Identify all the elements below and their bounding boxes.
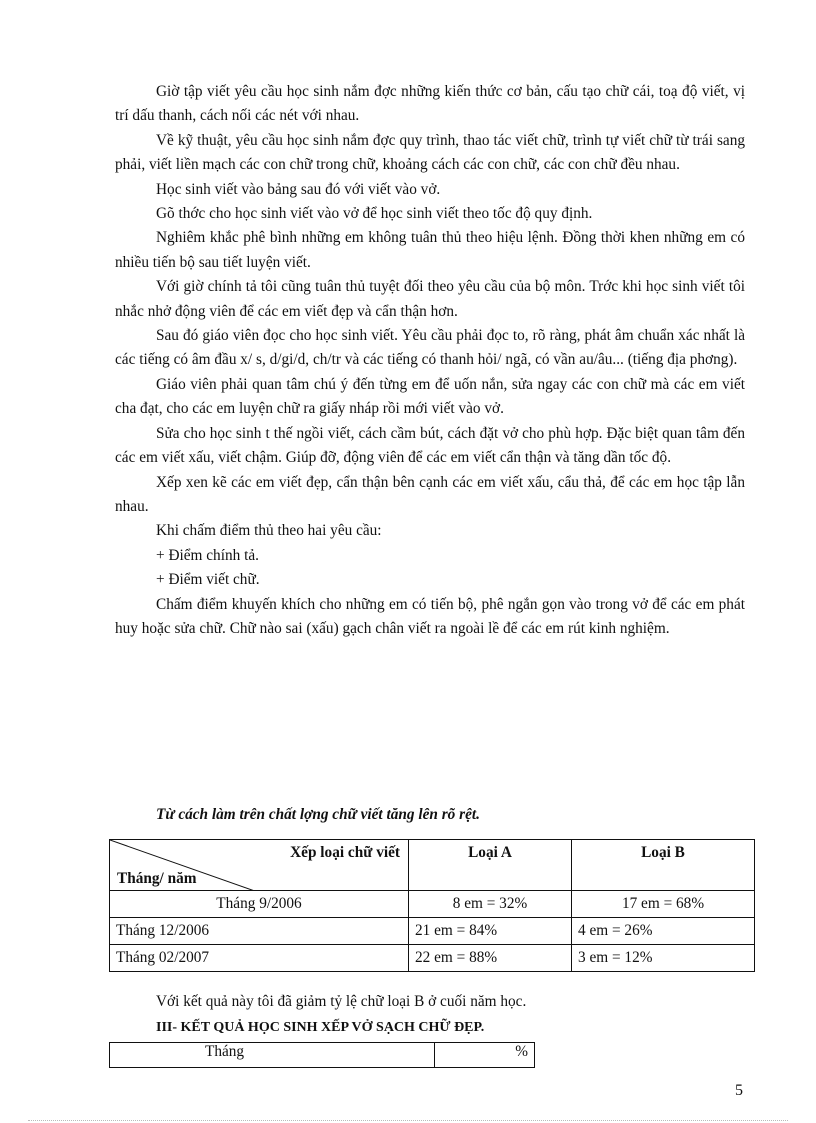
table-row (110, 945, 755, 972)
paragraph: Học sinh viết vào bảng sau đó với viết vào vở. (156, 180, 441, 198)
paragraph: Gõ thớc cho học sinh viết vào vở để học sinh viết theo tốc độ quy định. (156, 205, 593, 223)
grade-type-label: Xếp loại chữ viết (290, 844, 400, 861)
table-header-row (110, 1043, 535, 1068)
body-text (115, 80, 745, 641)
table-header-row (110, 840, 755, 891)
paragraph: Về kỹ thuật, yêu cầu học sinh nắm đợc quy trình, thao tác viết chữ, trình tự viết chữ từ trái sang phải, viết liền mạch các con chữ trong chữ, khoảng cách các con chữ, các con chữ đều nhau. (115, 131, 745, 174)
paragraph: Giáo viên phải quan tâm chú ý đến từng em để uốn nắn, sửa ngay các con chữ mà các em viết cha đạt, cho các em luyện chữ ra giấy nháp rồi mới viết vào vở. (115, 375, 745, 418)
month-cell: Tháng 9/2006 (110, 891, 409, 918)
grade-b-cell: 3 em = 12% (572, 945, 755, 972)
grade-a-cell: 21 em = 84% (409, 918, 572, 945)
result-paragraph: Với kết quả này tôi đã giảm tỷ lệ chữ loại B ở cuối năm học. (156, 993, 527, 1010)
cleanliness-table (109, 1042, 535, 1068)
paragraph: Nghiêm khắc phê bình những em không tuân thủ theo hiệu lệnh. Đồng thời khen những em có nhiều tiến bộ sau tiết luyện viết. (115, 229, 745, 271)
paragraph: Sau đó giáo viên đọc cho học sinh viết. Yêu cầu phải đọc to, rõ ràng, phát âm chuẩn xác nhất là các tiếng có âm đầu x/ s, d/gi/d, ch/tr và các tiếng có thanh hỏi/ ngã, có vần au/âu... (tiếng địa phơng). (115, 327, 745, 369)
month-cell: Tháng 02/2007 (110, 945, 409, 972)
column-header-b: Loại B (572, 840, 755, 891)
diagonal-header-cell (110, 840, 409, 891)
footer-divider (28, 1120, 788, 1121)
paragraph: Với giờ chính tả tôi cũng tuân thủ tuyệt đối theo yêu cầu của bộ môn. Trớc khi học sinh viết tôi nhắc nhở động viên để các em viết đẹp và cẩn thận hơn. (115, 278, 745, 320)
paragraph: Giờ tập viết yêu cầu học sinh nắm đợc những kiến thức cơ bản, cấu tạo chữ cái, toạ độ viết, vị trí dấu thanh, cách nối các nét với nhau. (115, 83, 745, 125)
paragraph: Sửa cho học sinh t thế ngồi viết, cách cầm bút, cách đặt vở cho phù hợp. Đặc biệt quan tâm đến các em viết xấu, viết chậm. Giúp đỡ, động viên để các em viết cẩn thận và tăng dần tốc độ. (115, 424, 745, 467)
month-cell: Tháng 12/2006 (110, 918, 409, 945)
grade-a-cell: 8 em = 32% (409, 891, 572, 918)
paragraph: Khi chấm điểm thủ theo hai yêu cầu: (156, 522, 382, 540)
column-header-a: Loại A (409, 840, 572, 891)
grades-table (109, 839, 755, 972)
list-item: + Điểm viết chữ. (156, 571, 260, 589)
month-year-label: Tháng/ năm (117, 870, 197, 887)
table-caption: Từ cách làm trên chất lợng chữ viết tăng lên rõ rệt. (156, 806, 480, 823)
section-heading: III- KẾT QUẢ HỌC SINH XẾP VỞ SẠCH CHỮ ĐẸP. (156, 1020, 485, 1035)
grade-b-cell: 17 em = 68% (572, 891, 755, 918)
grade-b-cell: 4 em = 26% (572, 918, 755, 945)
month-header: Tháng (110, 1043, 435, 1068)
list-item: + Điểm chính tả. (156, 546, 259, 564)
percent-header: % (435, 1043, 535, 1068)
table-row (110, 918, 755, 945)
paragraph: Chấm điểm khuyến khích cho những em có tiến bộ, phê ngắn gọn vào trong vở để các em phát huy hoặc sửa chữ. Chữ nào sai (xấu) gạch chân viết ra ngoài lề để các em rút kinh nghiệm. (115, 595, 745, 637)
grade-a-cell: 22 em = 88% (409, 945, 572, 972)
table-row (110, 891, 755, 918)
page-number: 5 (735, 1082, 743, 1099)
paragraph: Xếp xen kẽ các em viết đẹp, cẩn thận bên cạnh các em viết xấu, cẩu thả, để các em học tập lẫn nhau. (115, 473, 745, 515)
